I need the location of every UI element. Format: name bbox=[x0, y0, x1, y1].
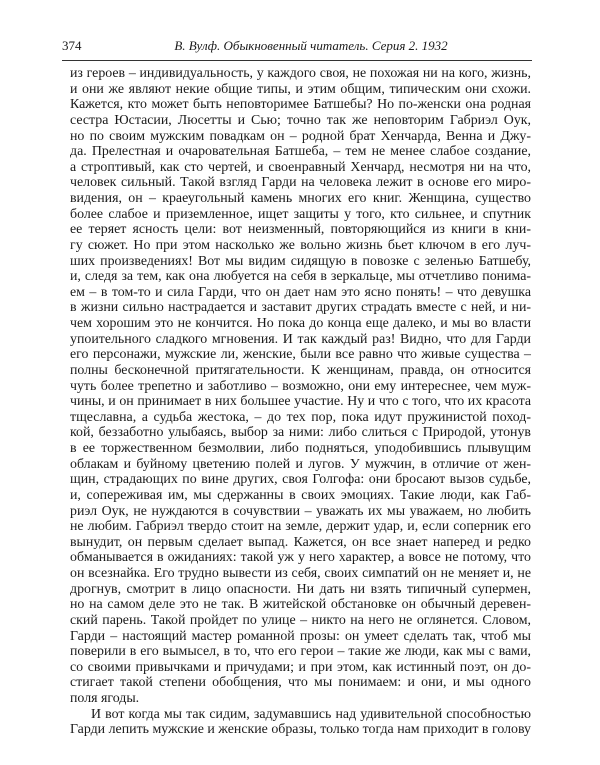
text-line: риэл Оук, не нуждаются в сочувствии – уважать их мы уважаем, но любить bbox=[70, 503, 531, 519]
text-line: гу сюжет. Но при этом насколько же вольно жизнь бьет ключом в его луч- bbox=[70, 237, 531, 253]
running-header bbox=[62, 38, 530, 58]
text-line: упоительного сладкого мгновения. И так каждый раз! Видно, что для Гарди bbox=[70, 331, 531, 347]
text-line: не любим. Габриэл твердо стоит на земле, держит удар, и, если соперник его bbox=[70, 519, 531, 535]
text-line: но по своим мужским повадкам он – родной брат Хенчарда, Венна и Джу- bbox=[70, 128, 531, 144]
paragraph bbox=[70, 66, 531, 707]
text-line: чины, и он принимает в них большее участие. Ну и что с того, что их красота bbox=[70, 394, 531, 410]
text-line: обманывается в ожиданиях: такой уж у него характер, а вовсе не потому, что bbox=[70, 550, 531, 566]
page-body bbox=[70, 66, 531, 738]
text-line: ский парень. Такой пройдет по улице – никто на него не оглянется. Словом, bbox=[70, 612, 531, 628]
text-line: его персонажи, мужские ли, женские, были все равно что живые существа – bbox=[70, 347, 531, 363]
text-line: да. Прелестная и очаровательная Батшеба, – тем не менее слабое создание, bbox=[70, 144, 531, 160]
text-line: кой, беззаботно улыбаясь, выбор за ними: либо слиться с Природой, утонув bbox=[70, 425, 531, 441]
text-line: ем – в том-то и сила Гарди, что он дает нам это ясно понять! – что девушка bbox=[70, 284, 531, 300]
text-line: облакам и буйному цветению полей и лугов. У мужчин, в отличие от жен- bbox=[70, 456, 531, 472]
text-line: из героев – индивидуальность, у каждого своя, не похожая ни на кого, жизнь, bbox=[70, 66, 531, 81]
text-line: в жизни сильно настрадается и заставит других страдать вместе с ней, и ни- bbox=[70, 300, 531, 316]
text-line: И вот когда мы так сидим, задумавшись над удивительной способностью bbox=[91, 706, 531, 722]
text-line: поверили в его вымысел, в то, что его герои – такие же люди, как мы с вами, bbox=[70, 644, 531, 660]
text-line: но на самом деле это не так. В житейской обстановке он обычный деревен- bbox=[70, 597, 531, 613]
text-line: тщеславна, а судьба жестока, – до тех пор, пока идут пружинистой поход- bbox=[70, 409, 531, 425]
text-line: полны бесконечной притягательности. К женщинам, правда, он относится bbox=[70, 362, 531, 378]
text-line: ших произведениях! Вот мы видим сидящую в повозке с зеленью Батшебу, bbox=[70, 253, 531, 269]
header-rule bbox=[62, 60, 532, 61]
text-line: поля ягоды. bbox=[70, 691, 140, 706]
text-line: сестра Юстасии, Люсетты и Сью; точно так же неповторим Габриэл Оук, bbox=[70, 112, 531, 128]
text-line: в ее торжественном безмолвии, либо подняться, уподобившись плывущим bbox=[70, 441, 531, 456]
paragraph bbox=[70, 707, 531, 738]
text-line: Гарди – настоящий мастер романной прозы: он умеет сделать так, чтоб мы bbox=[70, 628, 531, 644]
text-line: чем хорошим это не кончится. Но пока до конца еще далеко, и мы во власти bbox=[70, 316, 531, 331]
text-line: он всезнайка. Его трудно вывести из себя, своих симпатий он не меняет и, не bbox=[70, 566, 531, 581]
text-line: и, следя за тем, как она любуется на себя в зеркальце, мы отчетливо понима- bbox=[70, 269, 531, 285]
text-line: стигает такой степени обобщения, что мы понимаем: и они, и мы одного bbox=[70, 675, 531, 691]
text-line: со своими привычками и причудами; и при этом, как истинный поэт, он до- bbox=[70, 659, 531, 675]
text-line: а строптивый, как сто чертей, и своенравный Хенчард, несмотря ни на что, bbox=[70, 159, 531, 175]
text-line: дрогнув, смотрит в лицо опасности. Ни дать ни взять типичный супермен, bbox=[70, 581, 531, 597]
text-line: чуть более трепетно и заботливо – возможно, они ему интереснее, чем муж- bbox=[70, 378, 531, 394]
text-line: более слабое и приземленное, ищет защиты у того, кто сильнее, и спутник bbox=[70, 206, 531, 222]
page-number: 374 bbox=[62, 38, 82, 53]
running-title: В. Вулф. Обыкновенный читатель. Серия 2. 1932 bbox=[174, 38, 448, 53]
text-line: ее теряет ясность цели: вот неизменный, повторяющийся из книги в кни- bbox=[70, 222, 531, 238]
text-line: человек сильный. Такой взгляд Гарди на человека лежит в основе его миро- bbox=[70, 175, 531, 191]
text-line: видения, он – краеугольный камень многих его книг. Женщина, существо bbox=[70, 191, 531, 206]
text-line: и они же являют некие общие типы, и этим общим, типическим они схожи. bbox=[70, 81, 531, 97]
text-line: щин, страдающих по вине других, своя Голгофа: они бросают вызов судьбе, bbox=[70, 472, 531, 488]
text-line: Кажется, кто может быть неповторимее Батшебы? Но по-женски она родная bbox=[70, 97, 531, 113]
text-line: Гарди лепить мужские и женские образы, только тогда нам приходит в голову bbox=[70, 722, 531, 738]
text-line: вынудит, он первым сделает выпад. Кажется, он все знает наперед и редко bbox=[70, 534, 531, 550]
text-line: и, сопереживая им, мы сдержанны в своих эмоциях. Такие люди, как Габ- bbox=[70, 487, 531, 503]
